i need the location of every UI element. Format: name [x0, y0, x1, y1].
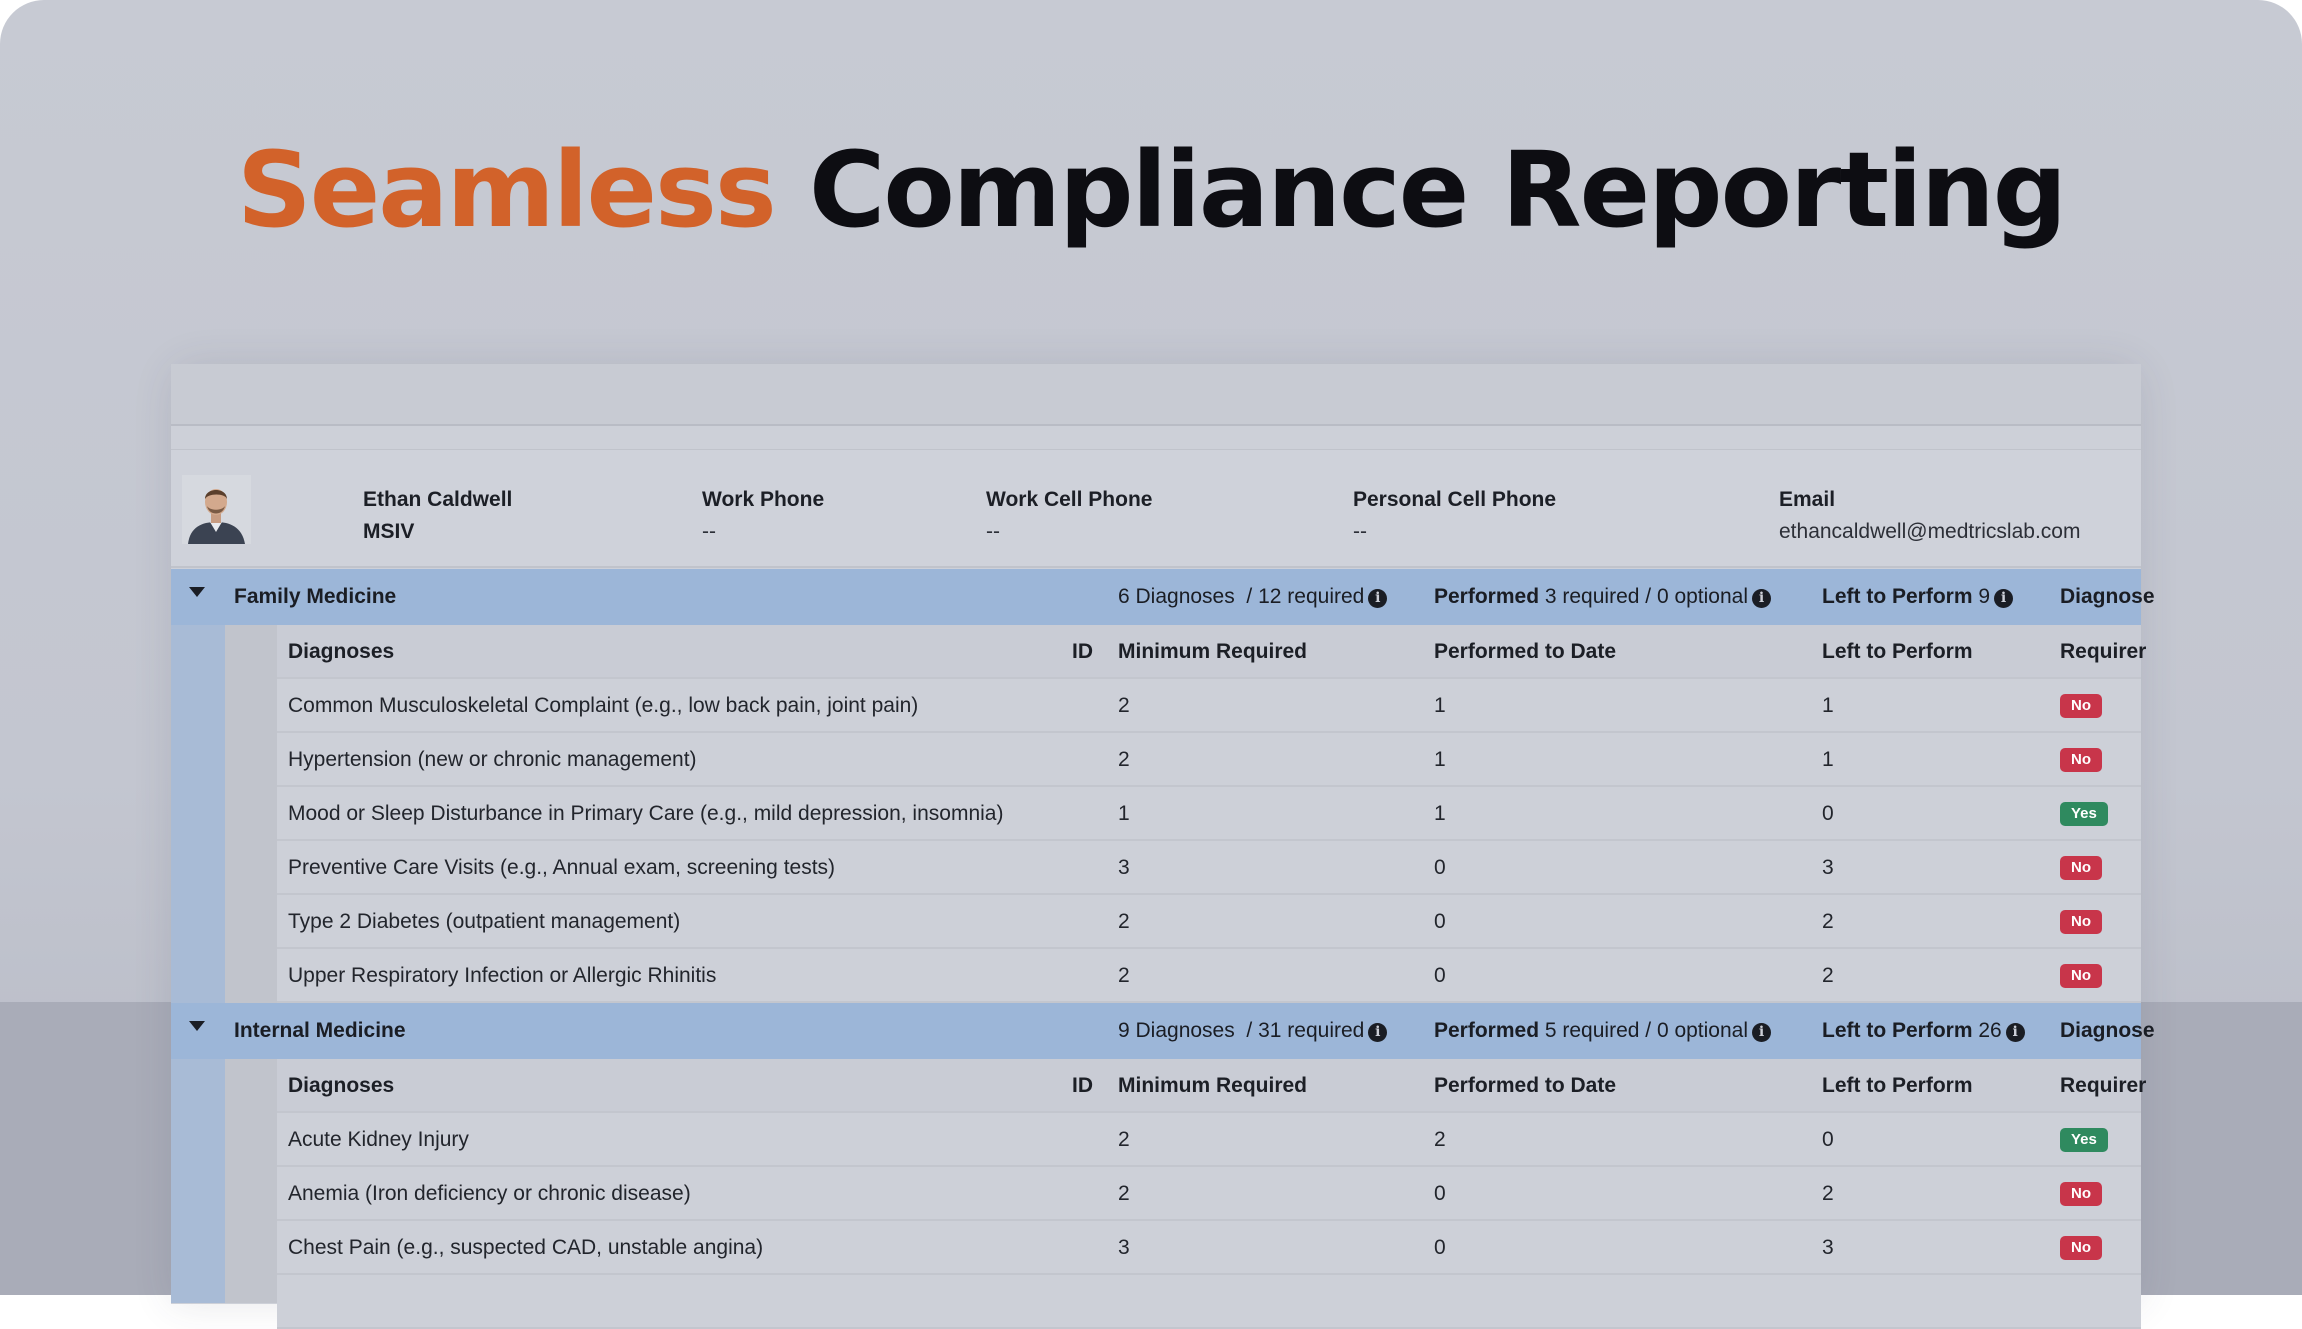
performed-to-date: 1	[1434, 694, 1446, 717]
left-to-perform: 0	[1822, 1128, 1834, 1151]
section-family-medicine	[171, 569, 2155, 1003]
diagnosis-name: Hypertension (new or chronic management)	[288, 748, 697, 771]
student-profile	[171, 450, 2141, 568]
performed-label: Performed	[1434, 585, 1540, 608]
left-to-perform: 3	[1822, 1236, 1834, 1259]
table-row[interactable]	[277, 949, 2141, 1003]
diagnosis-name: Anemia (Iron deficiency or chronic disease)	[288, 1182, 691, 1205]
left-to-perform: 0	[1822, 802, 1834, 825]
min-required: 3	[1118, 1236, 1130, 1259]
left-to-perform: 1	[1822, 748, 1834, 771]
work-phone-value: --	[702, 520, 716, 543]
diagnosis-name: Acute Kidney Injury	[288, 1128, 469, 1151]
email-value[interactable]: ethancaldwell@medtricslab.com	[1779, 520, 2081, 543]
email-label: Email	[1779, 488, 1836, 511]
personal-cell-value: --	[1353, 520, 1367, 543]
left-to-perform: 2	[1822, 910, 1834, 933]
headline-rest: Compliance Reporting	[809, 129, 2066, 251]
table-row[interactable]	[277, 679, 2141, 733]
avatar[interactable]	[182, 475, 251, 544]
performed-detail: 5 required / 0 optional	[1544, 1019, 1749, 1042]
table-row[interactable]	[277, 895, 2141, 949]
performed-label: Performed	[1434, 1019, 1540, 1042]
status-badge: Yes	[2060, 802, 2108, 826]
left-label: Left to Perform	[1822, 585, 1973, 608]
min-required: 2	[1118, 748, 1130, 771]
table-row[interactable]	[277, 1221, 2141, 1275]
diagnoses-count	[1118, 1019, 1387, 1043]
left-to-perform: 2	[1822, 1182, 1834, 1205]
row-gutter-inner	[225, 1059, 277, 1303]
diagnosis-name: Preventive Care Visits (e.g., Annual exam, screening tests)	[288, 856, 836, 879]
column-header-row	[277, 625, 2147, 679]
section-internal-medicine	[171, 1003, 2155, 1303]
headline	[0, 120, 2302, 260]
diagnosis-name: Common Musculoskeletal Complaint (e.g., low back pain, joint pain)	[288, 694, 919, 717]
section-title: Family Medicine	[234, 585, 397, 608]
row-gutter-inner	[225, 625, 277, 1003]
column-header-row	[277, 1059, 2147, 1113]
status-badge: No	[2060, 748, 2102, 772]
work-cell-value: --	[986, 520, 1000, 543]
table-row[interactable]	[277, 787, 2141, 841]
performed-detail: 3 required / 0 optional	[1544, 585, 1749, 608]
col-requirement-met[interactable]: Requirer	[2060, 1074, 2147, 1097]
col-diagnoses[interactable]: Diagnoses	[288, 640, 395, 663]
status-badge: No	[2060, 856, 2102, 880]
left-label: Left to Perform	[1822, 1019, 1973, 1042]
diagnoses-count-text: 9 Diagnoses	[1118, 1019, 1235, 1042]
headline-accent: Seamless	[236, 129, 775, 251]
student-role: MSIV	[363, 520, 415, 543]
info-icon[interactable]: i	[1368, 589, 1387, 608]
info-icon[interactable]: i	[1368, 1023, 1387, 1042]
table-row[interactable]	[277, 841, 2141, 895]
work-cell-label: Work Cell Phone	[986, 488, 1153, 511]
table-row[interactable]	[277, 1167, 2141, 1221]
min-required: 3	[1118, 856, 1130, 879]
left-summary	[1822, 1019, 2025, 1043]
left-to-perform: 3	[1822, 856, 1834, 879]
col-minimum-required[interactable]: Minimum Required	[1118, 1074, 1308, 1097]
report-card	[171, 364, 2155, 1304]
personal-cell-label: Personal Cell Phone	[1353, 488, 1557, 511]
card-divider	[171, 428, 2141, 450]
status-badge: Yes	[2060, 1128, 2108, 1152]
table-row[interactable]	[277, 1275, 2141, 1329]
performed-to-date: 0	[1434, 910, 1446, 933]
min-required: 2	[1118, 1128, 1130, 1151]
col-performed-to-date[interactable]: Performed to Date	[1434, 640, 1617, 663]
required-count: / 31 required	[1246, 1019, 1365, 1042]
left-to-perform: 1	[1822, 694, 1834, 717]
diagnoses-count	[1118, 585, 1387, 609]
left-summary	[1822, 585, 2013, 609]
info-icon[interactable]: i	[1994, 589, 2013, 608]
status-badge: No	[2060, 1236, 2102, 1260]
card-toolbar	[171, 364, 2141, 426]
status-badge: No	[2060, 1182, 2102, 1206]
min-required: 2	[1118, 910, 1130, 933]
caret-down-icon[interactable]	[189, 1021, 205, 1031]
status-badge: No	[2060, 694, 2102, 718]
min-required: 2	[1118, 1182, 1130, 1205]
diagnoses-overflow-label: Diagnose	[2060, 585, 2155, 608]
col-diagnoses[interactable]: Diagnoses	[288, 1074, 395, 1097]
col-left-to-perform[interactable]: Left to Perform	[1822, 1074, 1973, 1097]
col-left-to-perform[interactable]: Left to Perform	[1822, 640, 1973, 663]
status-badge: No	[2060, 910, 2102, 934]
diagnosis-name: Upper Respiratory Infection or Allergic Rhinitis	[288, 964, 717, 987]
performed-to-date: 0	[1434, 856, 1446, 879]
col-performed-to-date[interactable]: Performed to Date	[1434, 1074, 1617, 1097]
info-icon[interactable]: i	[1752, 1023, 1771, 1042]
performed-to-date: 1	[1434, 802, 1446, 825]
caret-down-icon[interactable]	[189, 587, 205, 597]
left-value: 9	[1978, 585, 1991, 608]
section-title: Internal Medicine	[234, 1019, 406, 1042]
min-required: 2	[1118, 694, 1130, 717]
diagnosis-name: Chest Pain (e.g., suspected CAD, unstable angina)	[288, 1236, 764, 1259]
table-row[interactable]	[277, 1113, 2141, 1167]
col-id[interactable]: ID	[1072, 640, 1093, 663]
col-minimum-required[interactable]: Minimum Required	[1118, 640, 1308, 663]
min-required: 2	[1118, 964, 1130, 987]
performed-to-date: 0	[1434, 1182, 1446, 1205]
diagnosis-name: Mood or Sleep Disturbance in Primary Care (e.g., mild depression, insomnia)	[288, 802, 1004, 825]
section-header[interactable]	[171, 1003, 2155, 1059]
diagnoses-count-text: 6 Diagnoses	[1118, 585, 1235, 608]
col-id[interactable]: ID	[1072, 1074, 1093, 1097]
performed-to-date: 0	[1434, 1236, 1446, 1259]
info-icon[interactable]: i	[1752, 589, 1771, 608]
performed-summary	[1434, 1019, 1771, 1043]
performed-summary	[1434, 585, 1771, 609]
table-row[interactable]	[277, 733, 2141, 787]
diagnosis-name: Type 2 Diabetes (outpatient management)	[288, 910, 681, 933]
performed-to-date: 2	[1434, 1128, 1446, 1151]
work-phone-label: Work Phone	[702, 488, 825, 511]
status-badge: No	[2060, 964, 2102, 988]
required-count: / 12 required	[1246, 585, 1365, 608]
left-to-perform: 2	[1822, 964, 1834, 987]
section-header[interactable]	[171, 569, 2155, 625]
row-gutter	[171, 625, 225, 1003]
col-requirement-met[interactable]: Requirer	[2060, 640, 2147, 663]
performed-to-date: 0	[1434, 964, 1446, 987]
performed-to-date: 1	[1434, 748, 1446, 771]
min-required: 1	[1118, 802, 1130, 825]
row-gutter	[171, 1059, 225, 1303]
info-icon[interactable]: i	[2006, 1023, 2025, 1042]
student-name: Ethan Caldwell	[363, 488, 513, 511]
diagnoses-overflow-label: Diagnose	[2060, 1019, 2155, 1042]
left-value: 26	[1978, 1019, 2002, 1042]
